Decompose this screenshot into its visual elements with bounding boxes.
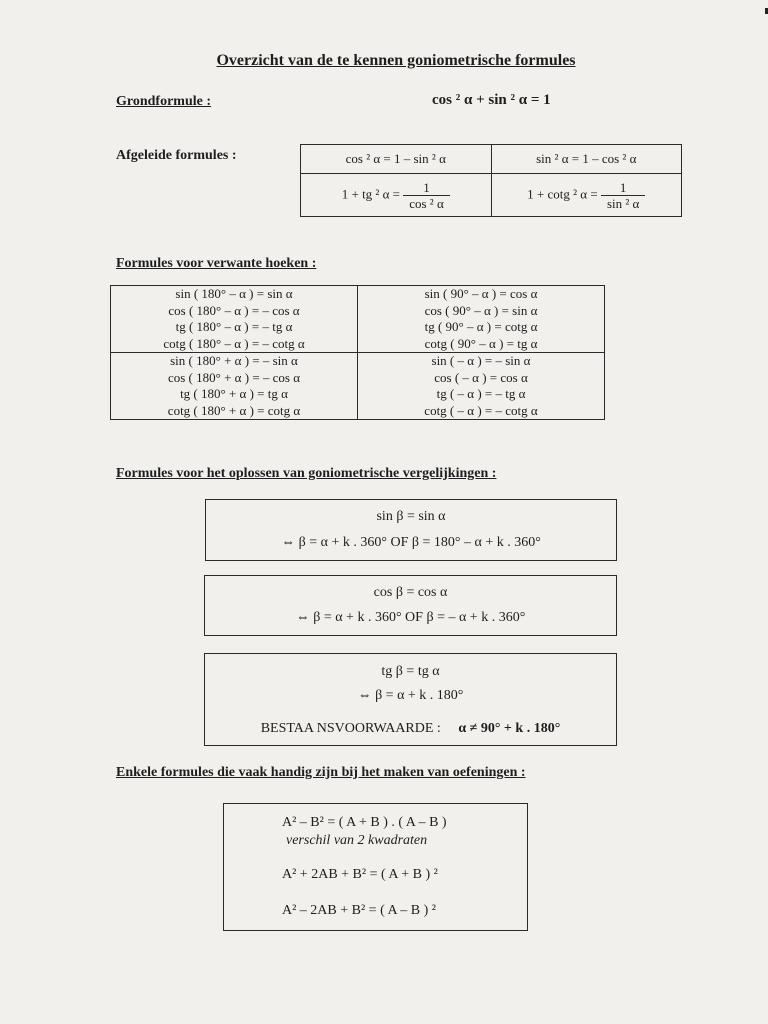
verwante-cell	[111, 353, 358, 420]
formula-line: tg β = tg α	[381, 664, 440, 679]
fraction-numerator: 1	[601, 180, 645, 196]
afgeleide-cell	[491, 174, 682, 217]
fraction-denominator: cos ² α	[409, 195, 444, 211]
voorwaarde-value: α ≠ 90° + k . 180°	[458, 721, 561, 736]
formula-line: cotg ( – α ) = – cotg α	[424, 402, 538, 418]
formula-line: cos ( – α ) = cos α	[434, 369, 528, 385]
formula-line: cotg ( 180° – α ) = – cotg α	[163, 335, 305, 351]
formula-line: tg ( 180° + α ) = tg α	[180, 386, 288, 401]
tg-equation-box	[204, 653, 617, 746]
formula-line: tg ( – α ) = – tg α	[436, 386, 526, 401]
afgeleide-cell: sin ² α = 1 – cos ² α	[491, 145, 682, 174]
formula-line: cotg ( 90° – α ) = tg α	[424, 335, 538, 351]
afgeleide-cell	[301, 174, 492, 217]
voorwaarde-label: BESTAA NSVOORWAARDE :	[260, 721, 441, 736]
handig-heading: Enkele formules die vaak handig zijn bij het maken van oefeningen :	[116, 765, 526, 780]
page-title: Overzicht van de te kennen goniometrische formules	[216, 52, 576, 69]
formula-line: A² – B² = ( A + B ) . ( A – B )	[282, 815, 447, 830]
afgeleide-cell: cos ² α = 1 – sin ² α	[301, 145, 492, 174]
formula-line: cotg ( 180° + α ) = cotg α	[167, 402, 301, 418]
formula-line: sin ( 90° – α ) = cos α	[424, 286, 538, 301]
formula-line: sin ( – α ) = – sin α	[431, 353, 531, 368]
fraction	[601, 180, 645, 211]
afgeleide-formula-left: 1 + tg ² α =	[341, 185, 400, 201]
formula-line: cos ( 180° + α ) = – cos α	[167, 369, 301, 385]
formula-line: ⇔ β = α + k . 180°	[357, 688, 464, 703]
verwante-cell	[111, 286, 358, 353]
afgeleide-table	[300, 144, 682, 217]
formula-line: ⇔ β = α + k . 360° OF β = – α + k . 360°	[295, 610, 526, 625]
cos-equation-box	[204, 575, 617, 636]
oplossen-heading: Formules voor het oplossen van goniometrische vergelijkingen :	[116, 466, 497, 481]
grondformule-formula: cos ² α + sin ² α = 1	[432, 92, 551, 108]
afgeleide-formula-left: 1 + cotg ² α =	[527, 185, 598, 201]
afgeleide-heading: Afgeleide formules :	[116, 148, 237, 163]
sin-equation-box	[205, 499, 617, 561]
formula-line: ⇔ β = α + k . 360° OF β = 180° – α + k . 360°	[281, 535, 541, 550]
formula-line: sin ( 180° + α ) = – sin α	[170, 353, 298, 368]
formula-line: tg ( 180° – α ) = – tg α	[175, 319, 293, 334]
verwante-heading: Formules voor verwante hoeken :	[116, 256, 317, 271]
voorwaarde-line	[205, 721, 616, 737]
formula-line: cos β = cos α	[373, 585, 448, 600]
fraction	[403, 180, 450, 211]
verwante-cell	[358, 286, 605, 353]
formula-line: tg ( 90° – α ) = cotg α	[424, 319, 538, 334]
formula-line: sin β = sin α	[376, 509, 446, 524]
fraction-denominator: sin ² α	[606, 195, 640, 211]
verwante-table	[110, 285, 605, 420]
verwante-cell	[358, 353, 605, 420]
formula-line: A² + 2AB + B² = ( A + B ) ²	[282, 867, 438, 882]
fraction-numerator: 1	[403, 180, 450, 196]
formula-line: cos ( 180° – α ) = – cos α	[168, 302, 300, 318]
handig-formulas-box	[223, 803, 528, 931]
formula-line: A² – 2AB + B² = ( A – B ) ²	[282, 903, 437, 918]
grondformule-heading: Grondformule :	[116, 94, 212, 109]
formula-line: sin ( 180° – α ) = sin α	[175, 286, 293, 301]
formula-note: verschil van 2 kwadraten	[286, 833, 428, 848]
formula-line: cos ( 90° – α ) = sin α	[424, 302, 538, 318]
